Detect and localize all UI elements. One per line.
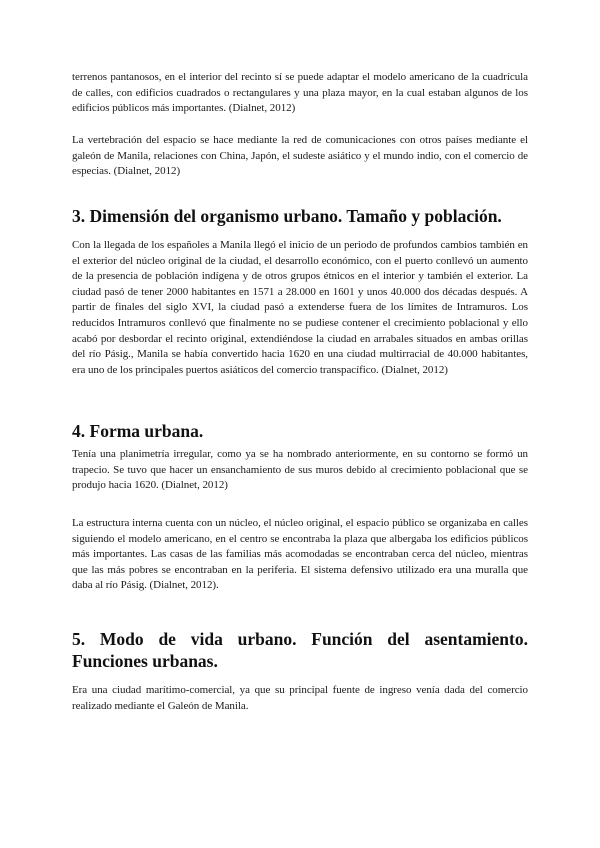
paragraph-block bbox=[72, 447, 528, 494]
paragraph-estructura: La estructura interna cuenta con un núcleo, el núcleo original, el espacio público se organizaba en calles siguiendo el modelo americano, en el centro se encontraba la plaza que albergaba los edificios públicos más importantes. Las casas de las familias más acomodadas se encontraban cerca del núcleo, mientras que las más pobres se encontraban en la periferia. El sistema defensivo utilizado era una muralla que daba al río Pásig. (Dialnet, 2012). bbox=[72, 517, 528, 592]
section-5-block bbox=[72, 628, 528, 672]
paragraph-block bbox=[72, 238, 528, 378]
paragraph-block bbox=[72, 133, 528, 180]
paragraph-block bbox=[72, 70, 528, 117]
section-heading-5: 5. Modo de vida urbano. Función del asentamiento. Funciones urbanas. bbox=[72, 629, 528, 671]
paragraph-planimetria: Tenía una planimetría irregular, como ya se ha nombrado anteriormente, en su contorno se formó un trapecio. Se tuvo que hacer un ensanchamiento de sus muros debido al crecimiento poblacional que se produjo hacia 1620. (Dialnet, 2012) bbox=[72, 448, 528, 492]
paragraph-vertebracion: La vertebración del espacio se hace mediante la red de comunicaciones con otros países mediante el galeón de Manila, relaciones con China, Japón, el sudeste asiático y el mundo indio, con el comercio de especias. (Dialnet, 2012) bbox=[72, 134, 528, 178]
section-heading-4: 4. Forma urbana. bbox=[72, 421, 204, 441]
section-heading-3: 3. Dimensión del organismo urbano. Tamaño y población. bbox=[72, 206, 502, 226]
paragraph-llegada: Con la llegada de los españoles a Manila llegó el inicio de un periodo de profundos cambios también en el exterior del núcleo original de la ciudad, el desarrollo económico, con el puerto conllevó un aumento de la presencia de población indígena y de otros grupos étnicos en el interior y también el exterior. La ciudad pasó de tener 2000 habitantes en 1571 a 28.000 en 1601 y unos 40.000 dos décadas después. A partir de finales del siglo XVI, la ciudad pasó a extenderse fuera de los límites de Intramuros. Los reducidos Intramuros conllevó que finalmente no se pudiese contener el crecimiento poblacional y ello acabó por desbordar el recinto original, extendiéndose la ciudad en arrabales situados en ambas orillas del río Pásig., Manila se había convertido hacia 1620 en una ciudad multirracial de 40.000 habitantes, era uno de los principales puertos asiáticos del comercio transpacífico. (Dialnet, 2012) bbox=[72, 239, 528, 376]
paragraph-block bbox=[72, 516, 528, 594]
paragraph-terrenos: terrenos pantanosos, en el interior del recinto sí se puede adaptar el modelo americano de la cuadrícula de calles, con edificios cuadrados o rectangulares y una plaza mayor, en la cual estaban algunos de los edificios públicos más importantes. (Dialnet, 2012) bbox=[72, 71, 528, 115]
paragraph-maritimo: Era una ciudad marítimo-comercial, ya que su principal fuente de ingreso venía dada del comercio realizado mediante el Galeón de Manila. bbox=[72, 684, 528, 712]
section-3-block bbox=[72, 205, 528, 227]
paragraph-block bbox=[72, 683, 528, 714]
section-4-block bbox=[72, 420, 528, 442]
